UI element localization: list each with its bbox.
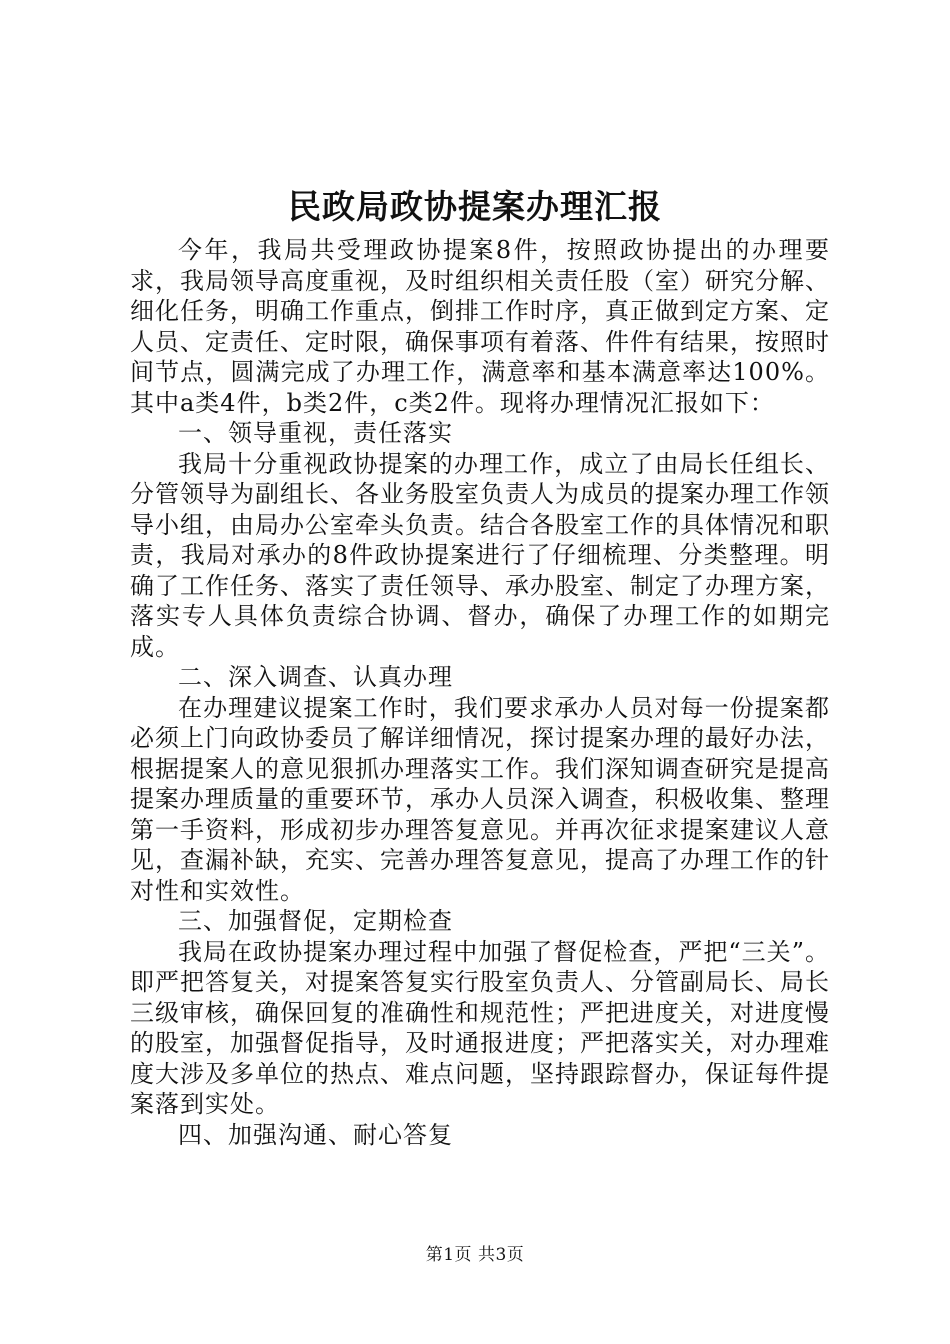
document-body <box>130 235 830 1150</box>
section-heading-3: 三、加强督促，定期检查 <box>178 907 453 935</box>
section-body-1: 我局十分重视政协提案的办理工作，成立了由局长任组长、分管领导为副组长、各业务股室负责人为成员的提案办理工作领导小组，由局办公室牵头负责。结合各股室工作的具体情况和职责，我局对承办的8件政协提案进行了仔细梳理、分类整理。明确了工作任务、落实了责任领导、承办股室、制定了办理方案，落实专人具体负责综合协调、督办，确保了办理工作的如期完成。 <box>130 449 830 661</box>
section-body-2: 在办理建议提案工作时，我们要求承办人员对每一份提案都必须上门向政协委员了解详细情况，探讨提案办理的最好办法，根据提案人的意见狠抓办理落实工作。我们深知调查研究是提高提案办理质量的重要环节，承办人员深入调查，积极收集、整理第一手资料，形成初步办理答复意见。并再次征求提案建议人意见，查漏补缺，充实、完善办理答复意见，提高了办理工作的针对性和实效性。 <box>130 693 830 905</box>
section-heading-1: 一、领导重视，责任落实 <box>178 419 453 447</box>
section-body-3: 我局在政协提案办理过程中加强了督促检查，严把“三关”。即严把答复关，对提案答复实行股室负责人、分管副局长、局长三级审核，确保回复的准确性和规范性；严把进度关，对进度慢的股室，加强督促指导，及时通报进度；严把落实关，对办理难度大涉及多单位的热点、难点问题，坚持跟踪督办，保证每件提案落到实处。 <box>130 937 830 1118</box>
page-footer: 第1页 共3页 <box>425 1245 525 1265</box>
section-heading-4: 四、加强沟通、耐心答复 <box>178 1120 453 1149</box>
intro-paragraph: 今年，我局共受理政协提案8件，按照政协提出的办理要求，我局领导高度重视，及时组织相关责任股（室）研究分解、细化任务，明确工作重点，倒排工作时序，真正做到定方案、定人员、定责任、定时限，确保事项有着落、件件有结果，按照时间节点，圆满完成了办理工作，满意率和基本满意率达100%。其中a类4件，b类2件，c类2件。现将办理情况汇报如下： <box>130 236 830 417</box>
document-title: 民政局政协提案办理汇报 <box>288 187 662 226</box>
section-heading-2: 二、深入调查、认真办理 <box>178 663 453 691</box>
